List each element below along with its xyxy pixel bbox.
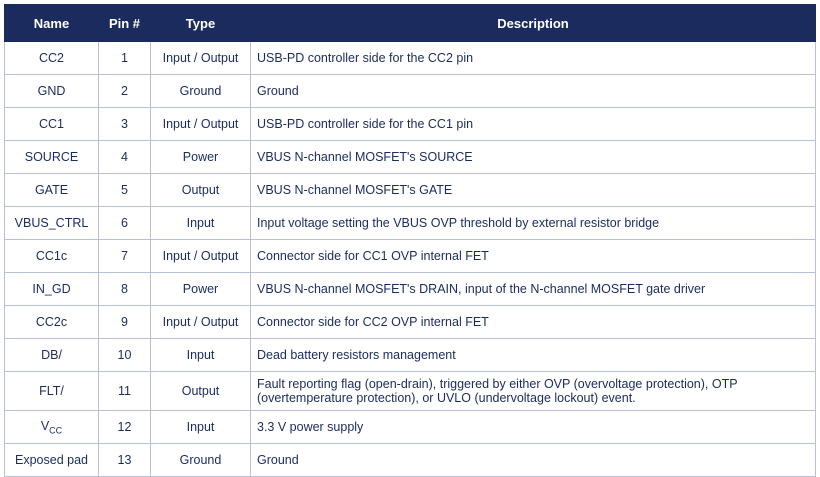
- cell-type: Power: [151, 273, 251, 306]
- cell-name: CC1: [5, 108, 99, 141]
- cell-pin: 9: [99, 306, 151, 339]
- column-header-name: Name: [5, 5, 99, 42]
- cell-pin: 6: [99, 207, 151, 240]
- cell-pin: 5: [99, 174, 151, 207]
- cell-description: VBUS N-channel MOSFET's SOURCE: [251, 141, 816, 174]
- cell-type: Ground: [151, 75, 251, 108]
- cell-type: Ground: [151, 444, 251, 477]
- cell-name-subscript: CC: [49, 425, 63, 436]
- table-row: [5, 306, 816, 339]
- cell-name: GATE: [5, 174, 99, 207]
- table-row: [5, 273, 816, 306]
- cell-pin: 12: [99, 411, 151, 444]
- cell-pin: 8: [99, 273, 151, 306]
- cell-name: FLT/: [5, 372, 99, 411]
- cell-description: Input voltage setting the VBUS OVP threshold by external resistor bridge: [251, 207, 816, 240]
- cell-description: Connector side for CC2 OVP internal FET: [251, 306, 816, 339]
- table-row: [5, 141, 816, 174]
- cell-description: Connector side for CC1 OVP internal FET: [251, 240, 816, 273]
- cell-type: Input / Output: [151, 306, 251, 339]
- cell-type: Power: [151, 141, 251, 174]
- cell-type: Input: [151, 411, 251, 444]
- table-row: [5, 339, 816, 372]
- table-row: [5, 411, 816, 444]
- cell-type: Output: [151, 174, 251, 207]
- cell-pin: 10: [99, 339, 151, 372]
- table-row: [5, 42, 816, 75]
- cell-name: VBUS_CTRL: [5, 207, 99, 240]
- cell-pin: 4: [99, 141, 151, 174]
- cell-pin: 3: [99, 108, 151, 141]
- cell-type: Input / Output: [151, 240, 251, 273]
- cell-name: CC2: [5, 42, 99, 75]
- cell-name-base: V: [40, 418, 50, 433]
- cell-pin: 7: [99, 240, 151, 273]
- cell-name: CC2c: [5, 306, 99, 339]
- cell-type: Input / Output: [151, 108, 251, 141]
- cell-description: Fault reporting flag (open-drain), triggered by either OVP (overvoltage protection), OTP (overtemperature protection), or UVLO (undervoltage lockout) event.: [251, 372, 816, 411]
- cell-description: USB-PD controller side for the CC2 pin: [251, 42, 816, 75]
- cell-type: Input: [151, 339, 251, 372]
- table-row: [5, 207, 816, 240]
- cell-name: [5, 411, 99, 444]
- cell-name: GND: [5, 75, 99, 108]
- cell-pin: 11: [99, 372, 151, 411]
- cell-description: Dead battery resistors management: [251, 339, 816, 372]
- cell-name: IN_GD: [5, 273, 99, 306]
- cell-pin: 13: [99, 444, 151, 477]
- table-row: [5, 444, 816, 477]
- table-header: [5, 5, 816, 42]
- cell-description: VBUS N-channel MOSFET's DRAIN, input of the N-channel MOSFET gate driver: [251, 273, 816, 306]
- cell-name: DB/: [5, 339, 99, 372]
- column-header-pin: Pin #: [99, 5, 151, 42]
- cell-description: VBUS N-channel MOSFET's GATE: [251, 174, 816, 207]
- cell-pin: 1: [99, 42, 151, 75]
- cell-type: Input / Output: [151, 42, 251, 75]
- table-row: [5, 240, 816, 273]
- table-row: [5, 174, 816, 207]
- table-header-row: [5, 5, 816, 42]
- cell-type: Output: [151, 372, 251, 411]
- pin-description-table: [4, 4, 816, 477]
- cell-pin: 2: [99, 75, 151, 108]
- column-header-type: Type: [151, 5, 251, 42]
- table-row: [5, 75, 816, 108]
- cell-description: USB-PD controller side for the CC1 pin: [251, 108, 816, 141]
- table-row: [5, 372, 816, 411]
- table-row: [5, 108, 816, 141]
- cell-type: Input: [151, 207, 251, 240]
- column-header-description: Description: [251, 5, 816, 42]
- cell-name: CC1c: [5, 240, 99, 273]
- cell-name: SOURCE: [5, 141, 99, 174]
- cell-description: Ground: [251, 444, 816, 477]
- cell-description: 3.3 V power supply: [251, 411, 816, 444]
- table-body: [5, 42, 816, 477]
- cell-name: Exposed pad: [5, 444, 99, 477]
- cell-description: Ground: [251, 75, 816, 108]
